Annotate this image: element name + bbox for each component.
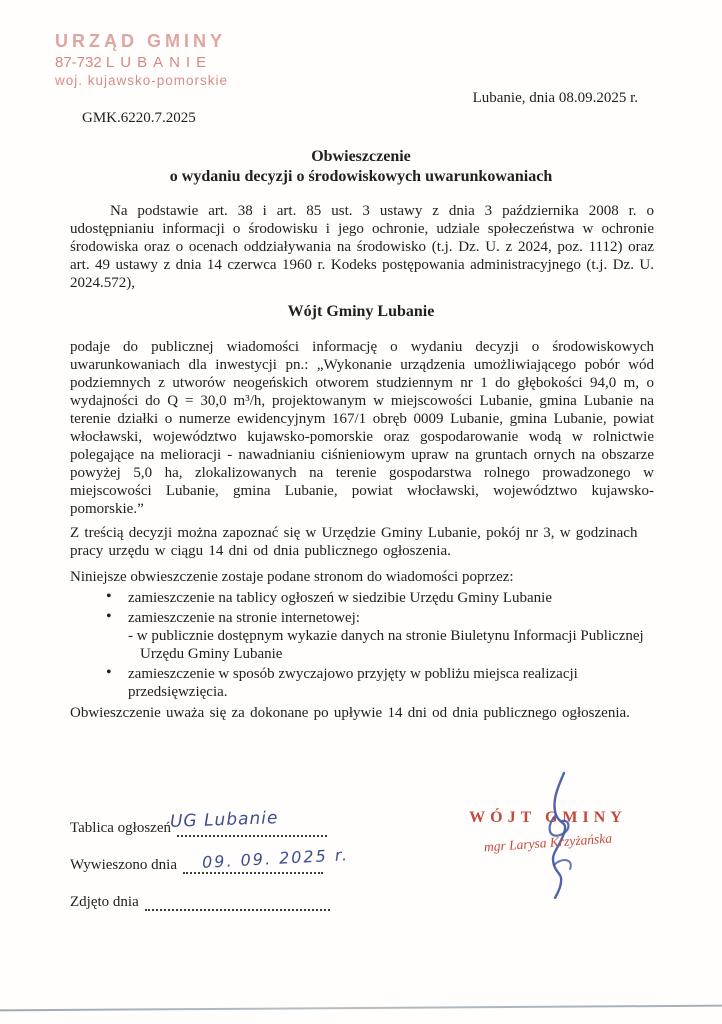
- effective-paragraph: Obwieszczenie uważa się za dokonane po upływie 14 dni od dnia publicznego ogłoszenia.: [70, 705, 630, 721]
- removed-dotted-line: [145, 895, 330, 911]
- signer-title-stamp: WÓJT GMINY: [469, 809, 627, 826]
- notice-item-text: zamieszczenie na stronie internetowej:: [128, 610, 360, 626]
- posted-label: Wywieszono dnia: [70, 857, 177, 873]
- notice-subitem: - w publicznie dostępnym wykazie danych na stronie Biuletynu Informacji Publicznej Urzędu Gminy Lubanie: [128, 628, 644, 662]
- title-block: [0, 148, 722, 186]
- notice-intro: Niniejsze obwieszczenie zostaje podane stronom do wiadomości poprzez:: [70, 569, 514, 585]
- posted-handwritten-date: 09. 09. 2025 r.: [201, 845, 350, 872]
- stamp-voivodeship: woj. kujawsko-pomorskie: [55, 73, 229, 89]
- board-label: Tablica ogłoszeń: [70, 820, 171, 836]
- access-paragraph: Z treścią decyzji można zapoznać się w Urzędzie Gminy Lubanie, pokój nr 3, w godzinach pracy urzędu w ciągu 14 dni od dnia publicznego ogłoszenia.: [70, 525, 638, 559]
- reference-number: GMK.6220.7.2025: [82, 110, 196, 126]
- scan-artifact-line: [0, 1005, 722, 1012]
- notice-section: [70, 568, 662, 703]
- board-row: [70, 808, 327, 837]
- stamp-town-name: LUBANIE: [105, 53, 213, 71]
- announcement-paragraph: podaje do publicznej wiadomości informację o wydaniu decyzji o środowiskowych uwarunkowaniach dla inwestycji pn.: „Wykonanie urządzenia umożliwiającego pobór wód podziemnych z utworów neogeńskich otworem studziennym nr 1 do głębokości 94,0 m, o wydajności do Q = 30,0 m³/h, projektowanym w miejscowości Lubanie, gmina Lubanie na terenie działki o numerze ewidencyjnym 167/1 obręb 0009 Lubanie, gmina Lubanie, powiat włocławski, województwo kujawsko-pomorskie oraz gospodarowanie wodą w rolnictwie polegające na melioracji - nawadnianiu ciśnieniowym upraw na gruntach ornych na obszarze powyżej 5,0 ha, zlokalizowanych na terenie gospodarstwa rolnego prowadzonego w miejscowości Lubanie, gmina Lubanie, powiat włocławski, województwo kujawsko-pomorskie.”: [70, 339, 654, 517]
- posted-row: [70, 845, 350, 874]
- stamp-office-name: URZĄD GMINY: [55, 31, 226, 51]
- notice-item: [128, 665, 662, 701]
- notice-list: [70, 589, 662, 701]
- notice-item: [128, 589, 662, 607]
- signature-block: [448, 795, 648, 855]
- removed-label: Zdjęto dnia: [70, 894, 139, 910]
- notice-item: [128, 609, 662, 663]
- authority-heading: Wójt Gminy Lubanie: [287, 303, 435, 320]
- legal-basis-paragraph: Na podstawie art. 38 i art. 85 ust. 3 ustawy z dnia 3 października 2008 r. o udostępnianiu informacji o środowisku i jego ochronie, udziale społeczeństwa w ochronie środowiska oraz o ocenach oddziaływania na środowisko (t.j. Dz. U. z 2024, poz. 1112) oraz art. 49 ustawy z dnia 14 czerwca 1960 r. Kodeks postępowania administracyjnego (t.j. Dz. U. 2024.572),: [70, 203, 654, 291]
- board-handwritten-value: UG Lubanie: [169, 808, 279, 832]
- document-title: Obwieszczenie: [311, 148, 411, 165]
- document-date: Lubanie, dnia 08.09.2025 r.: [472, 90, 638, 106]
- office-address-stamp: [55, 30, 228, 90]
- notice-item-text: zamieszczenie na tablicy ogłoszeń w siedzibie Urzędu Gminy Lubanie: [128, 590, 552, 606]
- stamp-postal-code: 87-732: [55, 53, 102, 71]
- signer-name-stamp: mgr Larysa Krzyżańska: [483, 830, 613, 855]
- removed-row: [70, 894, 330, 911]
- stamp-postal-line: [55, 54, 228, 73]
- notice-item-text: zamieszczenie w sposób zwyczajowo przyjęty w pobliżu miejsca realizacji przedsięwzięcia.: [128, 666, 578, 700]
- document-subtitle: o wydaniu decyzji o środowiskowych uwarunkowaniach: [169, 168, 553, 185]
